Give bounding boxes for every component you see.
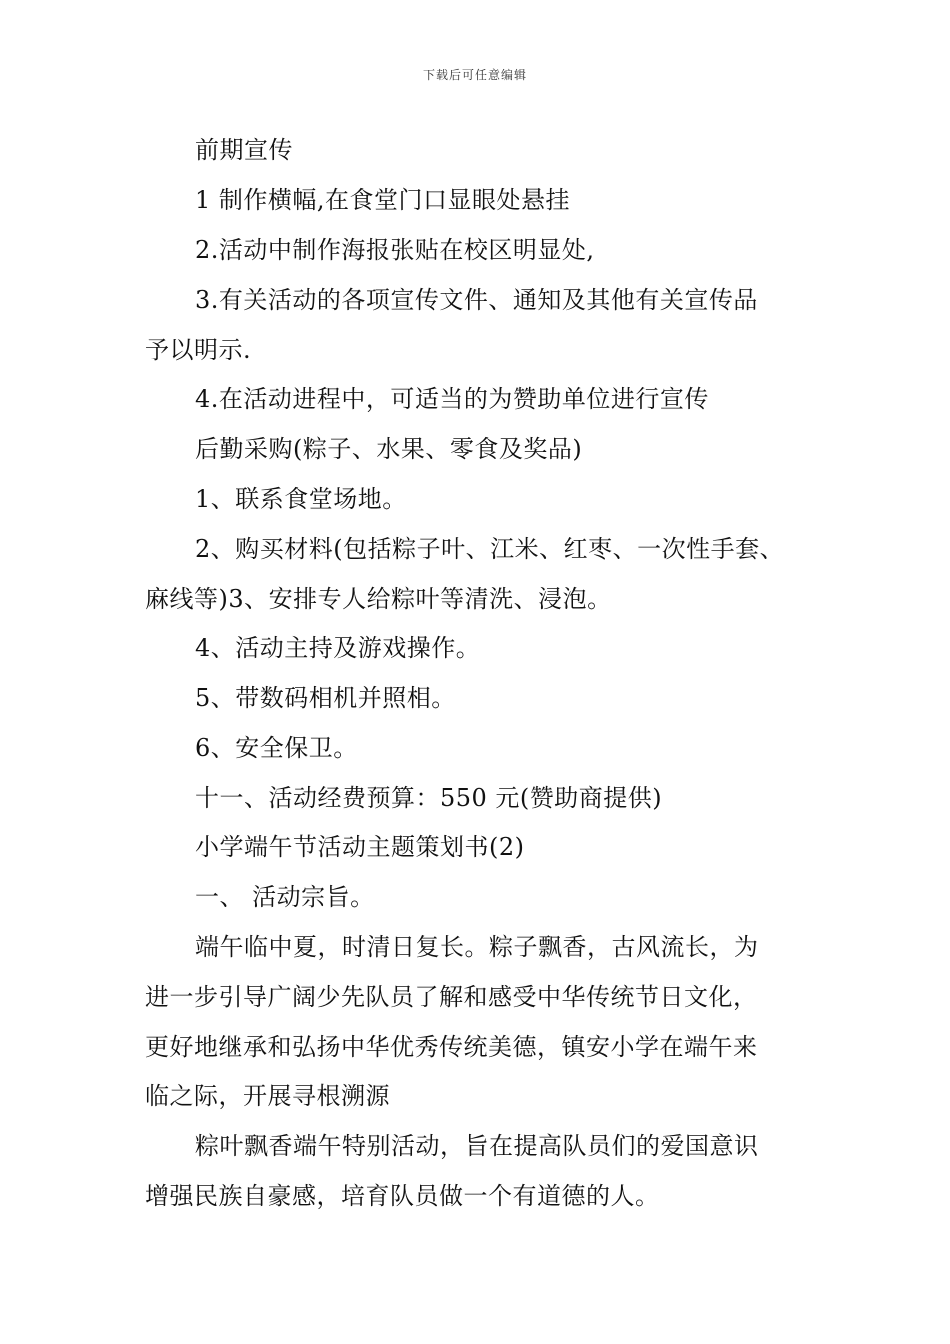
paragraph-line: 进一步引导广阔少先队员了解和感受中华传统节日文化，	[145, 983, 758, 1011]
paragraph-line: 2.活动中制作海报张贴在校区明显处,	[195, 236, 595, 264]
header-note: 下载后可任意编辑	[422, 68, 527, 82]
paragraph-line: 4.在活动进程中，可适当的为赞助单位进行宣传	[195, 385, 709, 413]
paragraph-line: 6、安全保卫。	[195, 734, 358, 762]
paragraph-line: 5、带数码相机并照相。	[195, 684, 456, 712]
paragraph-line: 4、活动主持及游戏操作。	[195, 634, 481, 662]
paragraph-line: 端午临中夏，时清日复长。粽子飘香，古风流长，为	[195, 933, 759, 961]
paragraph-line: 临之际，开展寻根溯源	[145, 1082, 390, 1110]
budget-line: 十一、活动经费预算：550 元(赞助商提供)	[195, 784, 663, 812]
heading-logistics: 后勤采购(粽子、水果、零食及奖品)	[195, 435, 583, 463]
paragraph-line: 予以明示.	[145, 336, 252, 364]
paragraph-line: 3.有关活动的各项宣传文件、通知及其他有关宣传品	[195, 286, 758, 314]
paragraph-line: 2、购买材料(包括粽子叶、江米、红枣、一次性手套、	[195, 535, 785, 563]
heading-publicity: 前期宣传	[195, 136, 293, 164]
paragraph-line: 粽叶飘香端午特别活动，旨在提高队员们的爱国意识	[195, 1132, 759, 1160]
paragraph-line: 增强民族自豪感，培育队员做一个有道德的人。	[145, 1182, 660, 1210]
section-title: 小学端午节活动主题策划书(2)	[195, 833, 525, 861]
section-heading: 一、 活动宗旨。	[195, 883, 375, 911]
paragraph-line: 1、联系食堂场地。	[195, 485, 407, 513]
paragraph-line: 1 制作横幅,在食堂门口显眼处悬挂	[195, 186, 571, 214]
paragraph-line: 更好地继承和弘扬中华优秀传统美德，镇安小学在端午来	[145, 1033, 758, 1061]
paragraph-line: 麻线等)3、安排专人给粽叶等清洗、浸泡。	[145, 585, 612, 613]
